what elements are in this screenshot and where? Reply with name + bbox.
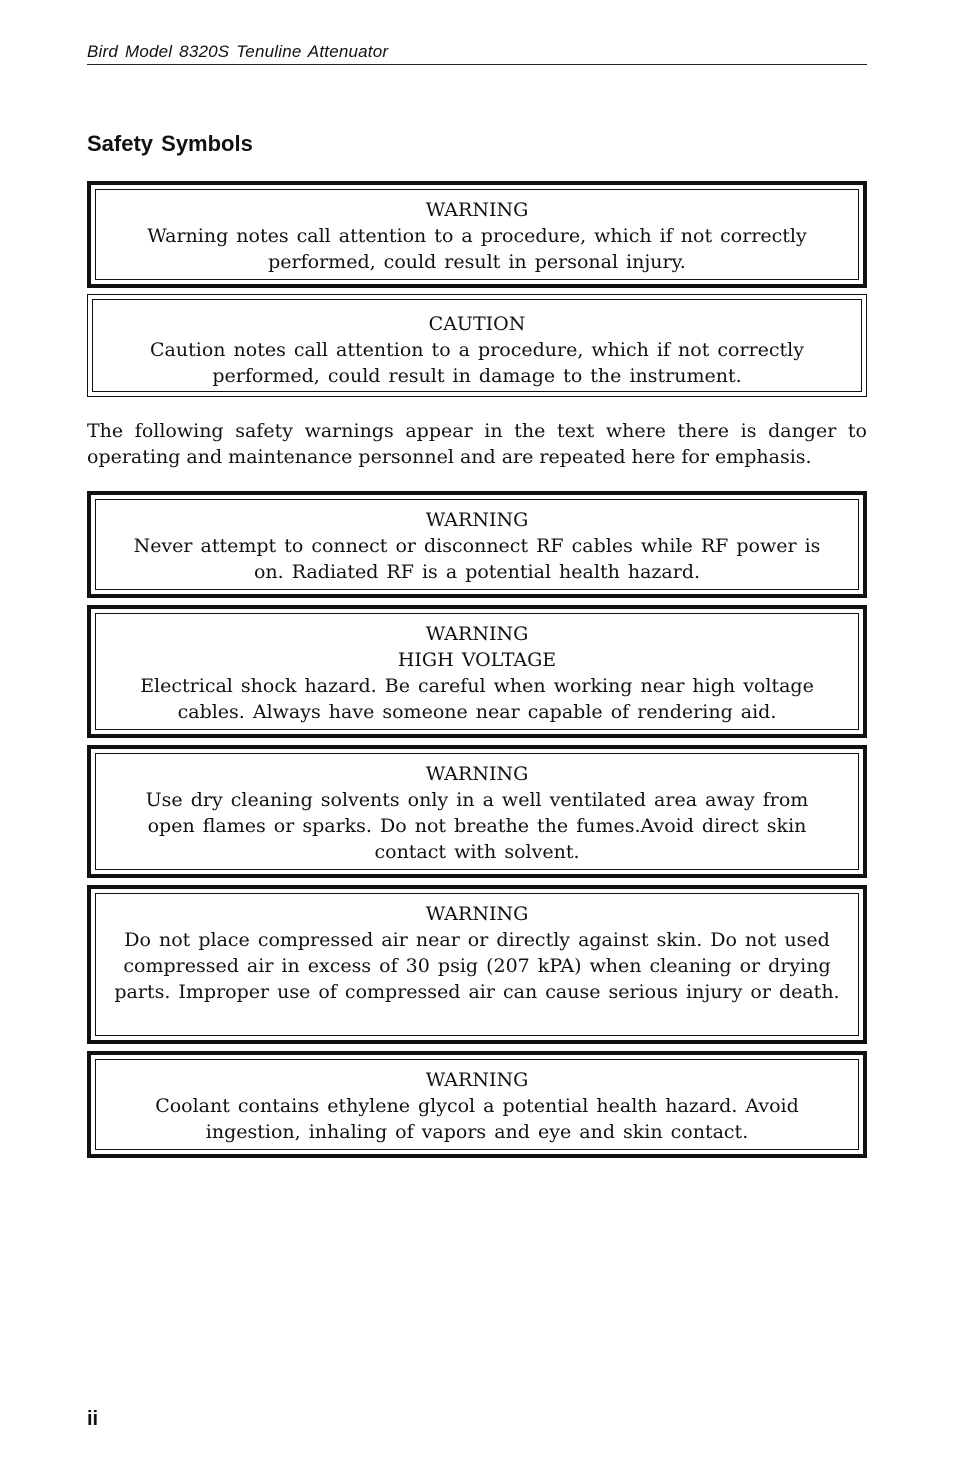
warning-label: WARNING <box>425 903 529 925</box>
running-header: Bird Model 8320S Tenuline Attenuator <box>87 42 867 65</box>
warning-label: WARNING <box>425 509 529 531</box>
warning-text: Never attempt to connect or disconnect RF cables while RF power is on. Radiated RF is a potential health hazard. <box>133 535 821 583</box>
warning-text: Use dry cleaning solvents only in a well ventilated area away from open flames or sparks. Do not breathe the fumes.Avoid direct skin contact with solvent. <box>145 789 809 863</box>
warning-text: Coolant contains ethylene glycol a potential health hazard. Avoid ingestion, inhaling of vapors and eye and skin contact. <box>155 1095 799 1143</box>
warning-label: WARNING <box>425 1069 529 1091</box>
warning-symbol-box <box>87 181 867 288</box>
warning-symbol-box-inner <box>95 189 859 280</box>
warning-box-rf <box>87 491 867 598</box>
warning-text: Electrical shock hazard. Be careful when working near high voltage cables. Always have someone near capable of rendering aid. <box>140 675 814 723</box>
warning-label: WARNING <box>425 763 529 785</box>
warning-box-solvents <box>87 745 867 878</box>
warning-box-coolant <box>87 1051 867 1158</box>
warning-box-high-voltage-inner <box>95 613 859 730</box>
high-voltage-label: HIGH VOLTAGE <box>397 649 557 671</box>
page-number: ii <box>87 1408 99 1430</box>
caution-symbol-box <box>87 294 867 397</box>
warning-box-compressed-air <box>87 885 867 1044</box>
caution-symbol-box-inner <box>92 299 862 392</box>
section-title: Safety Symbols <box>87 131 253 156</box>
warning-box-high-voltage <box>87 605 867 738</box>
warning-box-rf-inner <box>95 499 859 590</box>
warning-box-solvents-inner <box>95 753 859 870</box>
warning-box-compressed-air-inner <box>95 893 859 1036</box>
caution-label: CAUTION <box>428 313 526 335</box>
warning-label: WARNING <box>425 199 529 221</box>
intro-paragraph: The following safety warnings appear in the text where there is danger to operating and maintenance personnel and are repeated here for emphasis. <box>87 420 867 468</box>
warning-text: Warning notes call attention to a procedure, which if not correctly performed, could result in personal injury. <box>147 225 807 273</box>
warning-label: WARNING <box>425 623 529 645</box>
caution-text: Caution notes call attention to a procedure, which if not correctly performed, could result in damage to the instrument. <box>150 339 804 387</box>
warning-text: Do not place compressed air near or directly against skin. Do not used compressed air in excess of 30 psig (207 kPA) when cleaning or drying parts. Improper use of compressed air can cause serious injury or death. <box>114 929 840 1003</box>
warning-box-coolant-inner <box>95 1059 859 1150</box>
